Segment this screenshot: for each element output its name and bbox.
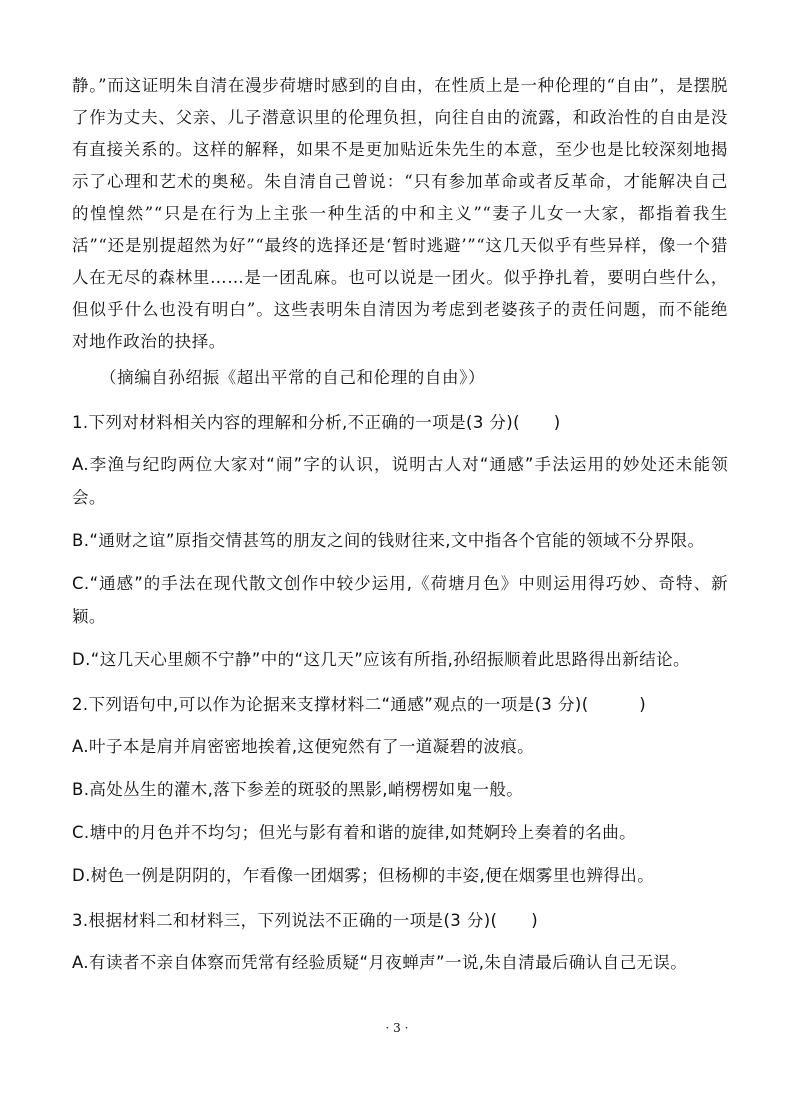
option-d: D.“这几天心里颇不宁静”中的“这几天”应该有所指,孙绍振顺着此思路得出新结论。 [72,650,690,669]
source-citation: （摘编自孙绍振《超出平常的自己和伦理的自由》） [100,368,486,387]
question-stem: 3.根据材料二和材料三，下列说法不正确的一项是(3 分)( ) [72,911,539,930]
question-stem: 1.下列对材料相关内容的理解和分析,不正确的一项是(3 分)( ) [72,413,561,432]
question-stem: 2.下列语句中,可以作为论据来支撑材料二“通感”观点的一项是(3 分)( ) [72,695,647,714]
option-c: C.“通感”的手法在现代散文创作中较少运用,《荷塘月色》中则运用得巧妙、奇特、新颖。 [72,574,728,626]
passage-text: 静。”而这证明朱自清在漫步荷塘时感到的自由，在性质上是一种伦理的“自由”，是摆脱了作为丈夫、父亲、儿子潜意识里的伦理负担，向往自由的流露，和政治性的自由是没有直接关系的。这样的解释，如果不是更加贴近朱先生的本意，至少也是比较深刻地揭示了心理和艺术的奥秘。朱自清自己曾说：“只有参加革命或者反革命，才能解决自己的惶惶然”“只是在行为上主张一种生活的中和主义”“妻子儿女一大家，都指着我生活”“还是别提超然为好”“最终的选择还是‘暂时逃避’”“这几天似乎有些异样，像一个猎人在无尽的森林里……是一团乱麻。也可以说是一团火。似乎挣扎着，要明白些什么，但似乎什么也没有明白”。这些表明朱自清因为考虑到老婆孩子的责任问题，而不能绝对地作政治的抉择。 [72,76,728,351]
question-2 [72,690,728,892]
option-d: D.树色一例是阴阴的，乍看像一团烟雾；但杨柳的丰姿,便在烟雾里也辨得出。 [72,866,655,885]
option-a: A.有读者不亲自体察而凭常有经验质疑“月夜蝉声”一说,朱自清最后确认自己无误。 [72,953,688,972]
document-page [72,70,728,979]
question-1 [72,408,728,676]
option-b: B.高处丛生的灌木,落下参差的斑驳的黑影,峭楞楞如鬼一般。 [72,780,524,799]
option-a: A.李渔与纪昀两位大家对“闹”字的认识，说明古人对“通感”手法运用的妙处还未能领会。 [72,455,728,507]
option-c: C.塘中的月色并不均匀；但光与影有着和谐的旋律,如梵婀玲上奏着的名曲。 [72,823,637,842]
page-number: · 3 · [385,1021,409,1035]
question-3 [72,906,728,979]
option-a: A.叶子本是肩并肩密密地挨着,这便宛然有了一道凝碧的波痕。 [72,737,535,756]
option-b: B.“通财之谊”原指交情甚笃的朋友之间的钱财往来,文中指各个官能的领域不分界限。 [72,531,705,550]
